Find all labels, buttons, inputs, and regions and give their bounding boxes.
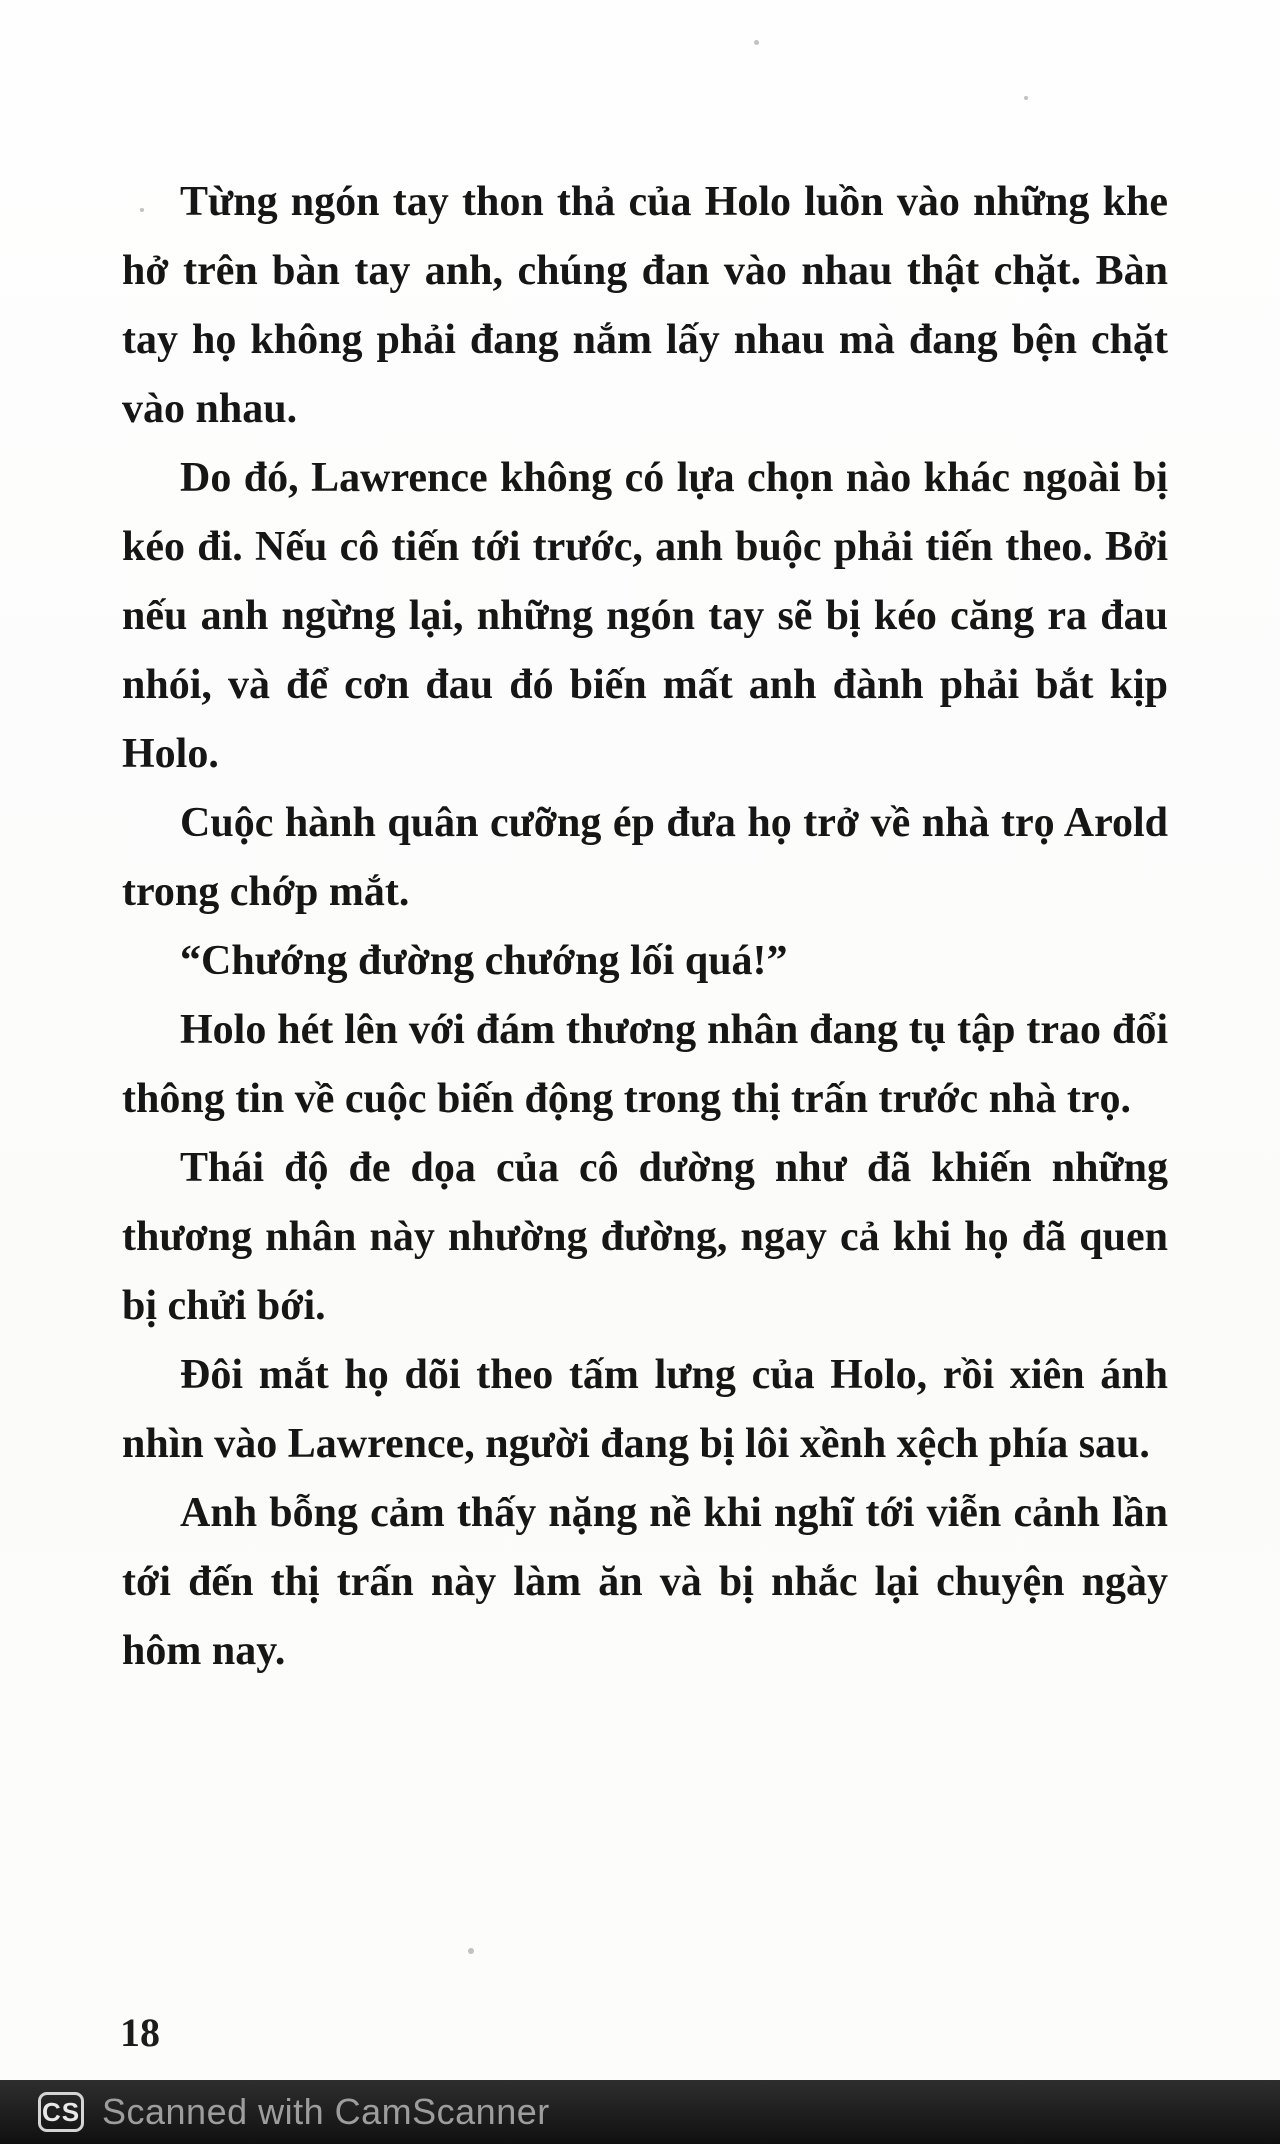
scan-speck (468, 1948, 474, 1954)
paragraph: Anh bỗng cảm thấy nặng nề khi nghĩ tới viễn cảnh lần tới đến thị trấn này làm ăn và bị nhắc lại chuyện ngày hôm nay. (122, 1490, 1168, 1674)
paragraph: Thái độ đe dọa của cô dường như đã khiến những thương nhân này nhường đường, ngay cả khi họ đã quen bị chửi bới. (122, 1145, 1168, 1329)
camscanner-watermark-bar (0, 2080, 1280, 2144)
camscanner-text: Scanned with CamScanner (102, 2091, 550, 2132)
paragraph: “Chướng đường chướng lối quá!” (180, 938, 788, 984)
scan-speck (1024, 96, 1028, 100)
text-block (122, 168, 1168, 1686)
paragraph: Holo hét lên với đám thương nhân đang tụ tập trao đổi thông tin về cuộc biến động trong thị trấn trước nhà trọ. (122, 1007, 1168, 1122)
paragraph: Cuộc hành quân cưỡng ép đưa họ trở về nhà trọ Arold trong chớp mắt. (122, 800, 1168, 915)
paragraph: Đôi mắt họ dõi theo tấm lưng của Holo, rồi xiên ánh nhìn vào Lawrence, người đang bị lôi xềnh xệch phía sau. (122, 1352, 1168, 1467)
scan-speck (754, 40, 759, 45)
paragraph: Do đó, Lawrence không có lựa chọn nào khác ngoài bị kéo đi. Nếu cô tiến tới trước, anh buộc phải tiến theo. Bởi nếu anh ngừng lại, những ngón tay sẽ bị kéo căng ra đau nhói, và để cơn đau đó biến mất anh đành phải bắt kịp Holo. (122, 455, 1168, 777)
paragraph: Từng ngón tay thon thả của Holo luồn vào những khe hở trên bàn tay anh, chúng đan vào nhau thật chặt. Bàn tay họ không phải đang nắm lấy nhau mà đang bện chặt vào nhau. (122, 179, 1168, 432)
camscanner-logo-icon: CS (38, 2092, 84, 2132)
page-number: 18 (120, 2010, 160, 2055)
